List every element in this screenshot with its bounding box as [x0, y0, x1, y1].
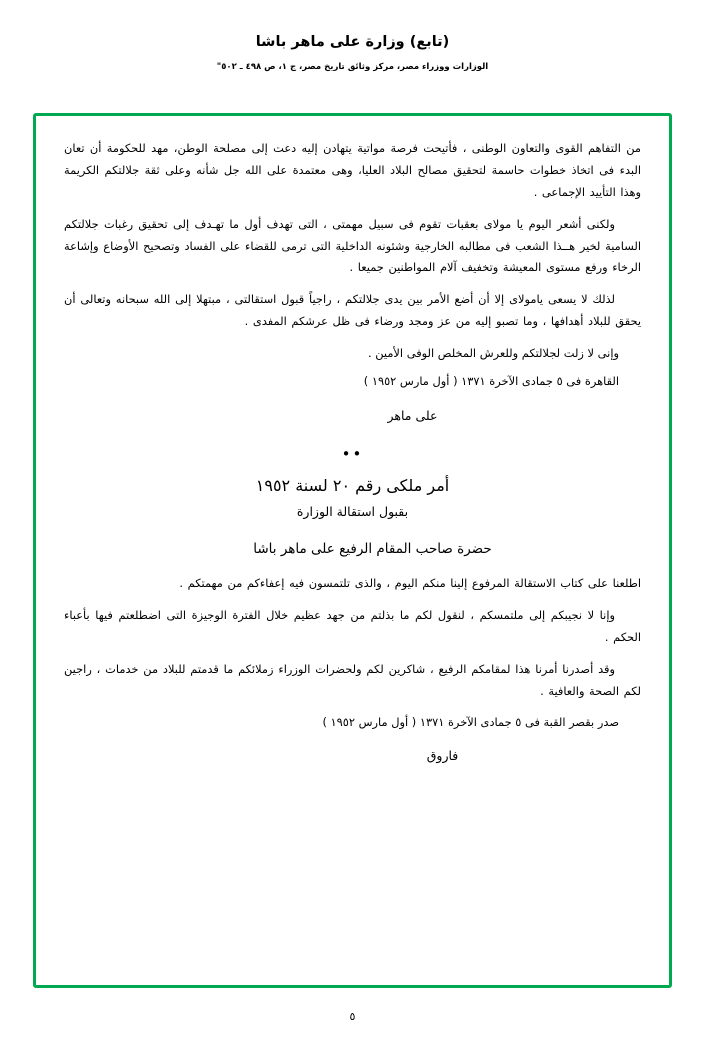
decree-addressee: حضرة صاحب المقام الرفيع على ماهر باشا [253, 540, 492, 557]
content-frame [33, 113, 672, 988]
decree-subtitle: بقبول استقالة الوزارة [296, 503, 409, 519]
page-title: (تابع) وزارة على ماهر باشا [255, 34, 450, 50]
decree-paragraph-3: وقد أصدرنا أمرنا هذا لمقامكم الرفيع ، شاكرين لكم ولحضرات الوزراء زملائكم ما قدمتم للبلاد من خدمات ، راجين لكم الصحة والعافية . [64, 661, 641, 698]
letter-closing-line-1: وإنى لا زلت لجلالتكم وللعرش المخلص الوفى الأمين . [367, 346, 619, 361]
decree-paragraph-2: وإنا لا نجيبكم إلى ملتمسكم ، لنقول لكم ما بذلتم من جهد عظيم خلال الفترة الوجيزة التى اضطلعتم فيها بأعباء الحكم . [64, 607, 641, 644]
letter-paragraph-3: لذلك لا يسعى يامولاى إلا أن أضع الأمر بين يدى جلالتكم ، راجياً قبول استقالتى ، مبتهلا إلى الله سبحانه وتعالى أن يحقق للبلاد أهدافها ، وما تصبو إليه من عز ومجد ورضاء فى ظل عرشكم المفدى . [64, 292, 641, 329]
decree-paragraph-1: اطلعنا على كتاب الاستقالة المرفوع إلينا منكم اليوم ، والذى تلتمسون فيه إعفاءكم من مهمتكم . [179, 575, 641, 590]
letter-paragraph-2: ولكنى أشعر اليوم يا مولاى بعقبات تقوم فى سبيل مهمتى ، التى تهدف أول ما تهـدف إلى تحقيق رغبات جلالتكم السامية لخير هــذا الشعب فى مطالبه الخارجية وشئونه الداخلية التى ترمى للقضاء على الفساد وتصحيح الأوضاع وإشاعة الرخاء ورفع مستوى المعيشة وتخفيف آلام المواطنين جميعا . [64, 216, 641, 275]
content-body [36, 116, 669, 985]
section-separator: •• [341, 445, 364, 464]
letter-paragraph-1: من التفاهم القوى والتعاون الوطنى ، فأتيحت فرصة مواتية يتهادن إليه دعت إلى مصلحة الوطن، مهد للحكومة أن تعان البدء فى اتخاذ خطوات حاسمة لتحقيق مصالح البلاد العليا، وهى معتمدة على الله جل شأنه وعلى ثقة جلالتكم الكريمة وهذا التأييد الإجماعى . [64, 141, 641, 199]
decree-signature: فاروق [426, 748, 459, 764]
letter-signature: على ماهر [387, 408, 438, 424]
letter-date-line: القاهرة فى ٥ جمادى الآخرة ١٣٧١ ( أول مارس ١٩٥٢ ) [363, 373, 619, 388]
page-number: ٥ [349, 1010, 356, 1023]
decree-title: أمر ملكى رقم ٢٠ لسنة ١٩٥٢ [255, 475, 450, 495]
source-citation: الوزارات ووزراء مصر، مركز وثائق تاريخ مصر، ج ١، ص ٤٩٨ ـ ٥٠٢" [216, 62, 489, 73]
page-header [0, 0, 705, 72]
decree-date-line: صدر بقصر القبة فى ٥ جمادى الآخرة ١٣٧١ ( أول مارس ١٩٥٢ ) [322, 715, 619, 730]
